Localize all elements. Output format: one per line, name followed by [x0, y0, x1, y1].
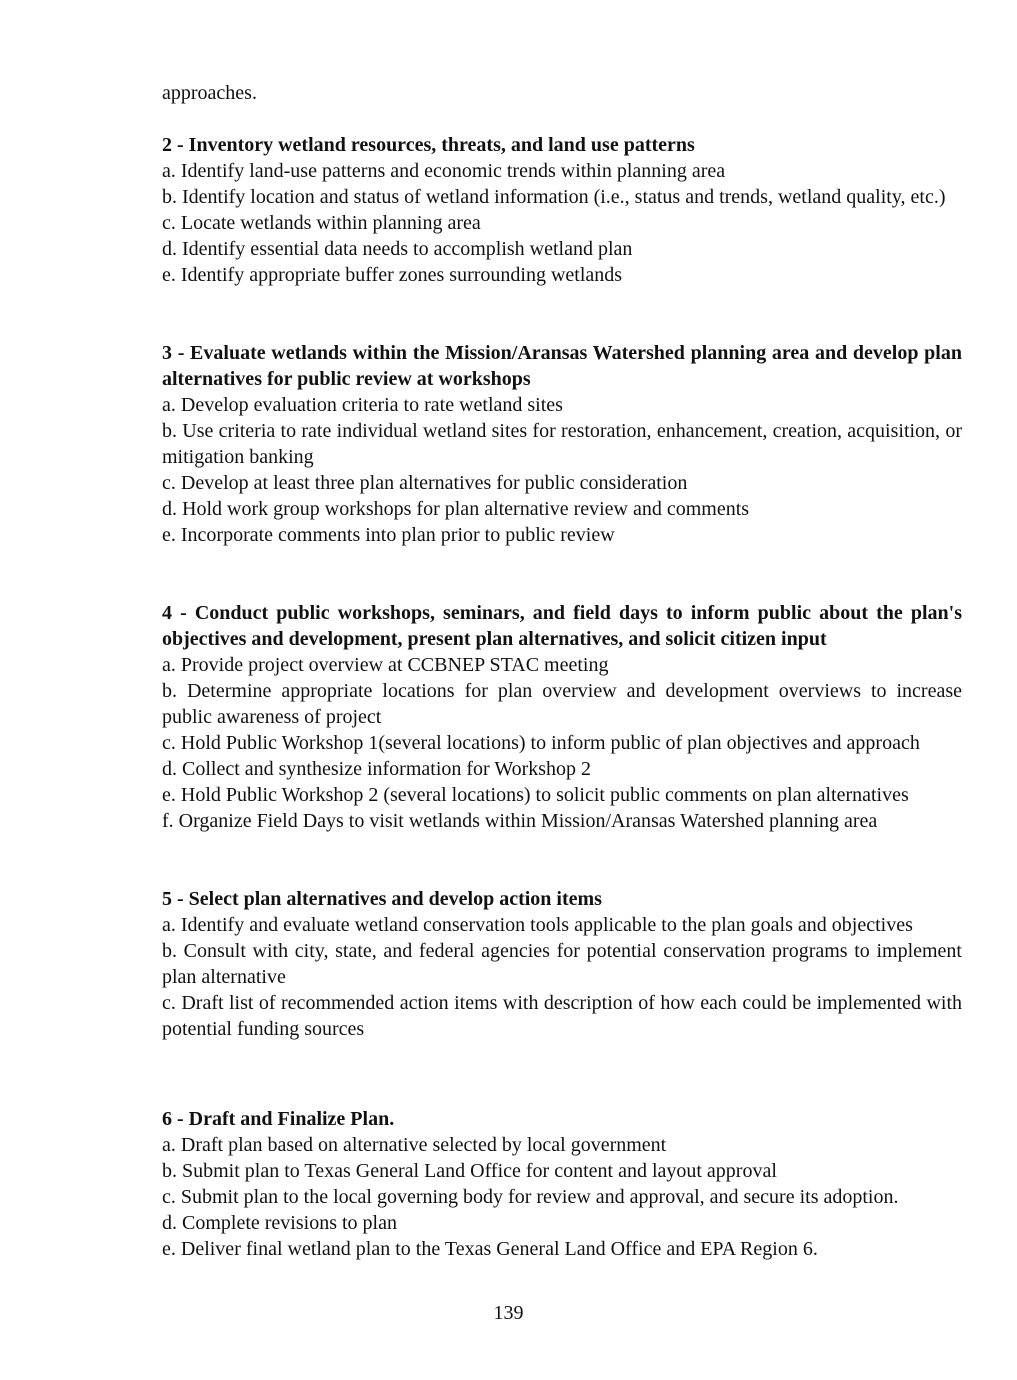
section-3 — [162, 340, 962, 548]
list-item: c. Locate wetlands within planning area — [162, 212, 481, 234]
list-item: a. Draft plan based on alternative selected by local government — [162, 1134, 667, 1156]
list-item: c. Hold Public Workshop 1(several locations) to inform public of plan objectives and approach — [162, 732, 920, 754]
section-heading: 6 - Draft and Finalize Plan. — [162, 1108, 395, 1130]
list-item: e. Deliver final wetland plan to the Texas General Land Office and EPA Region 6. — [162, 1238, 818, 1260]
section-2 — [162, 132, 962, 288]
section-6 — [162, 1106, 962, 1262]
list-item: f. Organize Field Days to visit wetlands within Mission/Aransas Watershed planning area — [162, 810, 878, 832]
list-item: d. Collect and synthesize information for Workshop 2 — [162, 758, 592, 780]
section-4 — [162, 600, 962, 834]
list-item: d. Hold work group workshops for plan alternative review and comments — [162, 498, 750, 520]
list-item: b. Consult with city, state, and federal agencies for potential conservation programs to implement plan alternative — [162, 940, 962, 988]
list-item: b. Identify location and status of wetland information (i.e., status and trends, wetland quality, etc.) — [162, 186, 946, 208]
list-item: d. Complete revisions to plan — [162, 1212, 397, 1234]
list-item: b. Use criteria to rate individual wetland sites for restoration, enhancement, creation, acquisition, or mitigation banking — [162, 420, 962, 468]
list-item: a. Identify and evaluate wetland conservation tools applicable to the plan goals and objectives — [162, 914, 913, 936]
list-item: a. Develop evaluation criteria to rate wetland sites — [162, 394, 563, 416]
section-heading: 3 - Evaluate wetlands within the Mission/Aransas Watershed planning area and develop plan alternatives for public review at workshops — [162, 342, 962, 390]
list-item: a. Provide project overview at CCBNEP STAC meeting — [162, 654, 609, 676]
list-item: a. Identify land-use patterns and economic trends within planning area — [162, 160, 726, 182]
document-page — [162, 80, 962, 1262]
list-item: b. Determine appropriate locations for plan overview and development overviews to increase public awareness of project — [162, 680, 962, 728]
list-item: d. Identify essential data needs to accomplish wetland plan — [162, 238, 633, 260]
section-heading: 2 - Inventory wetland resources, threats, and land use patterns — [162, 134, 695, 156]
page-number: 139 — [493, 1302, 524, 1324]
section-heading: 5 - Select plan alternatives and develop action items — [162, 888, 602, 910]
list-item: e. Incorporate comments into plan prior to public review — [162, 524, 615, 546]
list-item: c. Draft list of recommended action items with description of how each could be implemented with potential funding sources — [162, 992, 962, 1040]
list-item: c. Develop at least three plan alternatives for public consideration — [162, 472, 688, 494]
list-item: c. Submit plan to the local governing body for review and approval, and secure its adoption. — [162, 1186, 899, 1208]
intro-text: approaches. — [162, 82, 257, 104]
list-item: b. Submit plan to Texas General Land Office for content and layout approval — [162, 1160, 777, 1182]
section-heading: 4 - Conduct public workshops, seminars, and field days to inform public about the plan's objectives and development, present plan alternatives, and solicit citizen input — [162, 602, 962, 650]
section-5 — [162, 886, 962, 1042]
list-item: e. Identify appropriate buffer zones surrounding wetlands — [162, 264, 623, 286]
list-item: e. Hold Public Workshop 2 (several locations) to solicit public comments on plan alternatives — [162, 784, 909, 806]
